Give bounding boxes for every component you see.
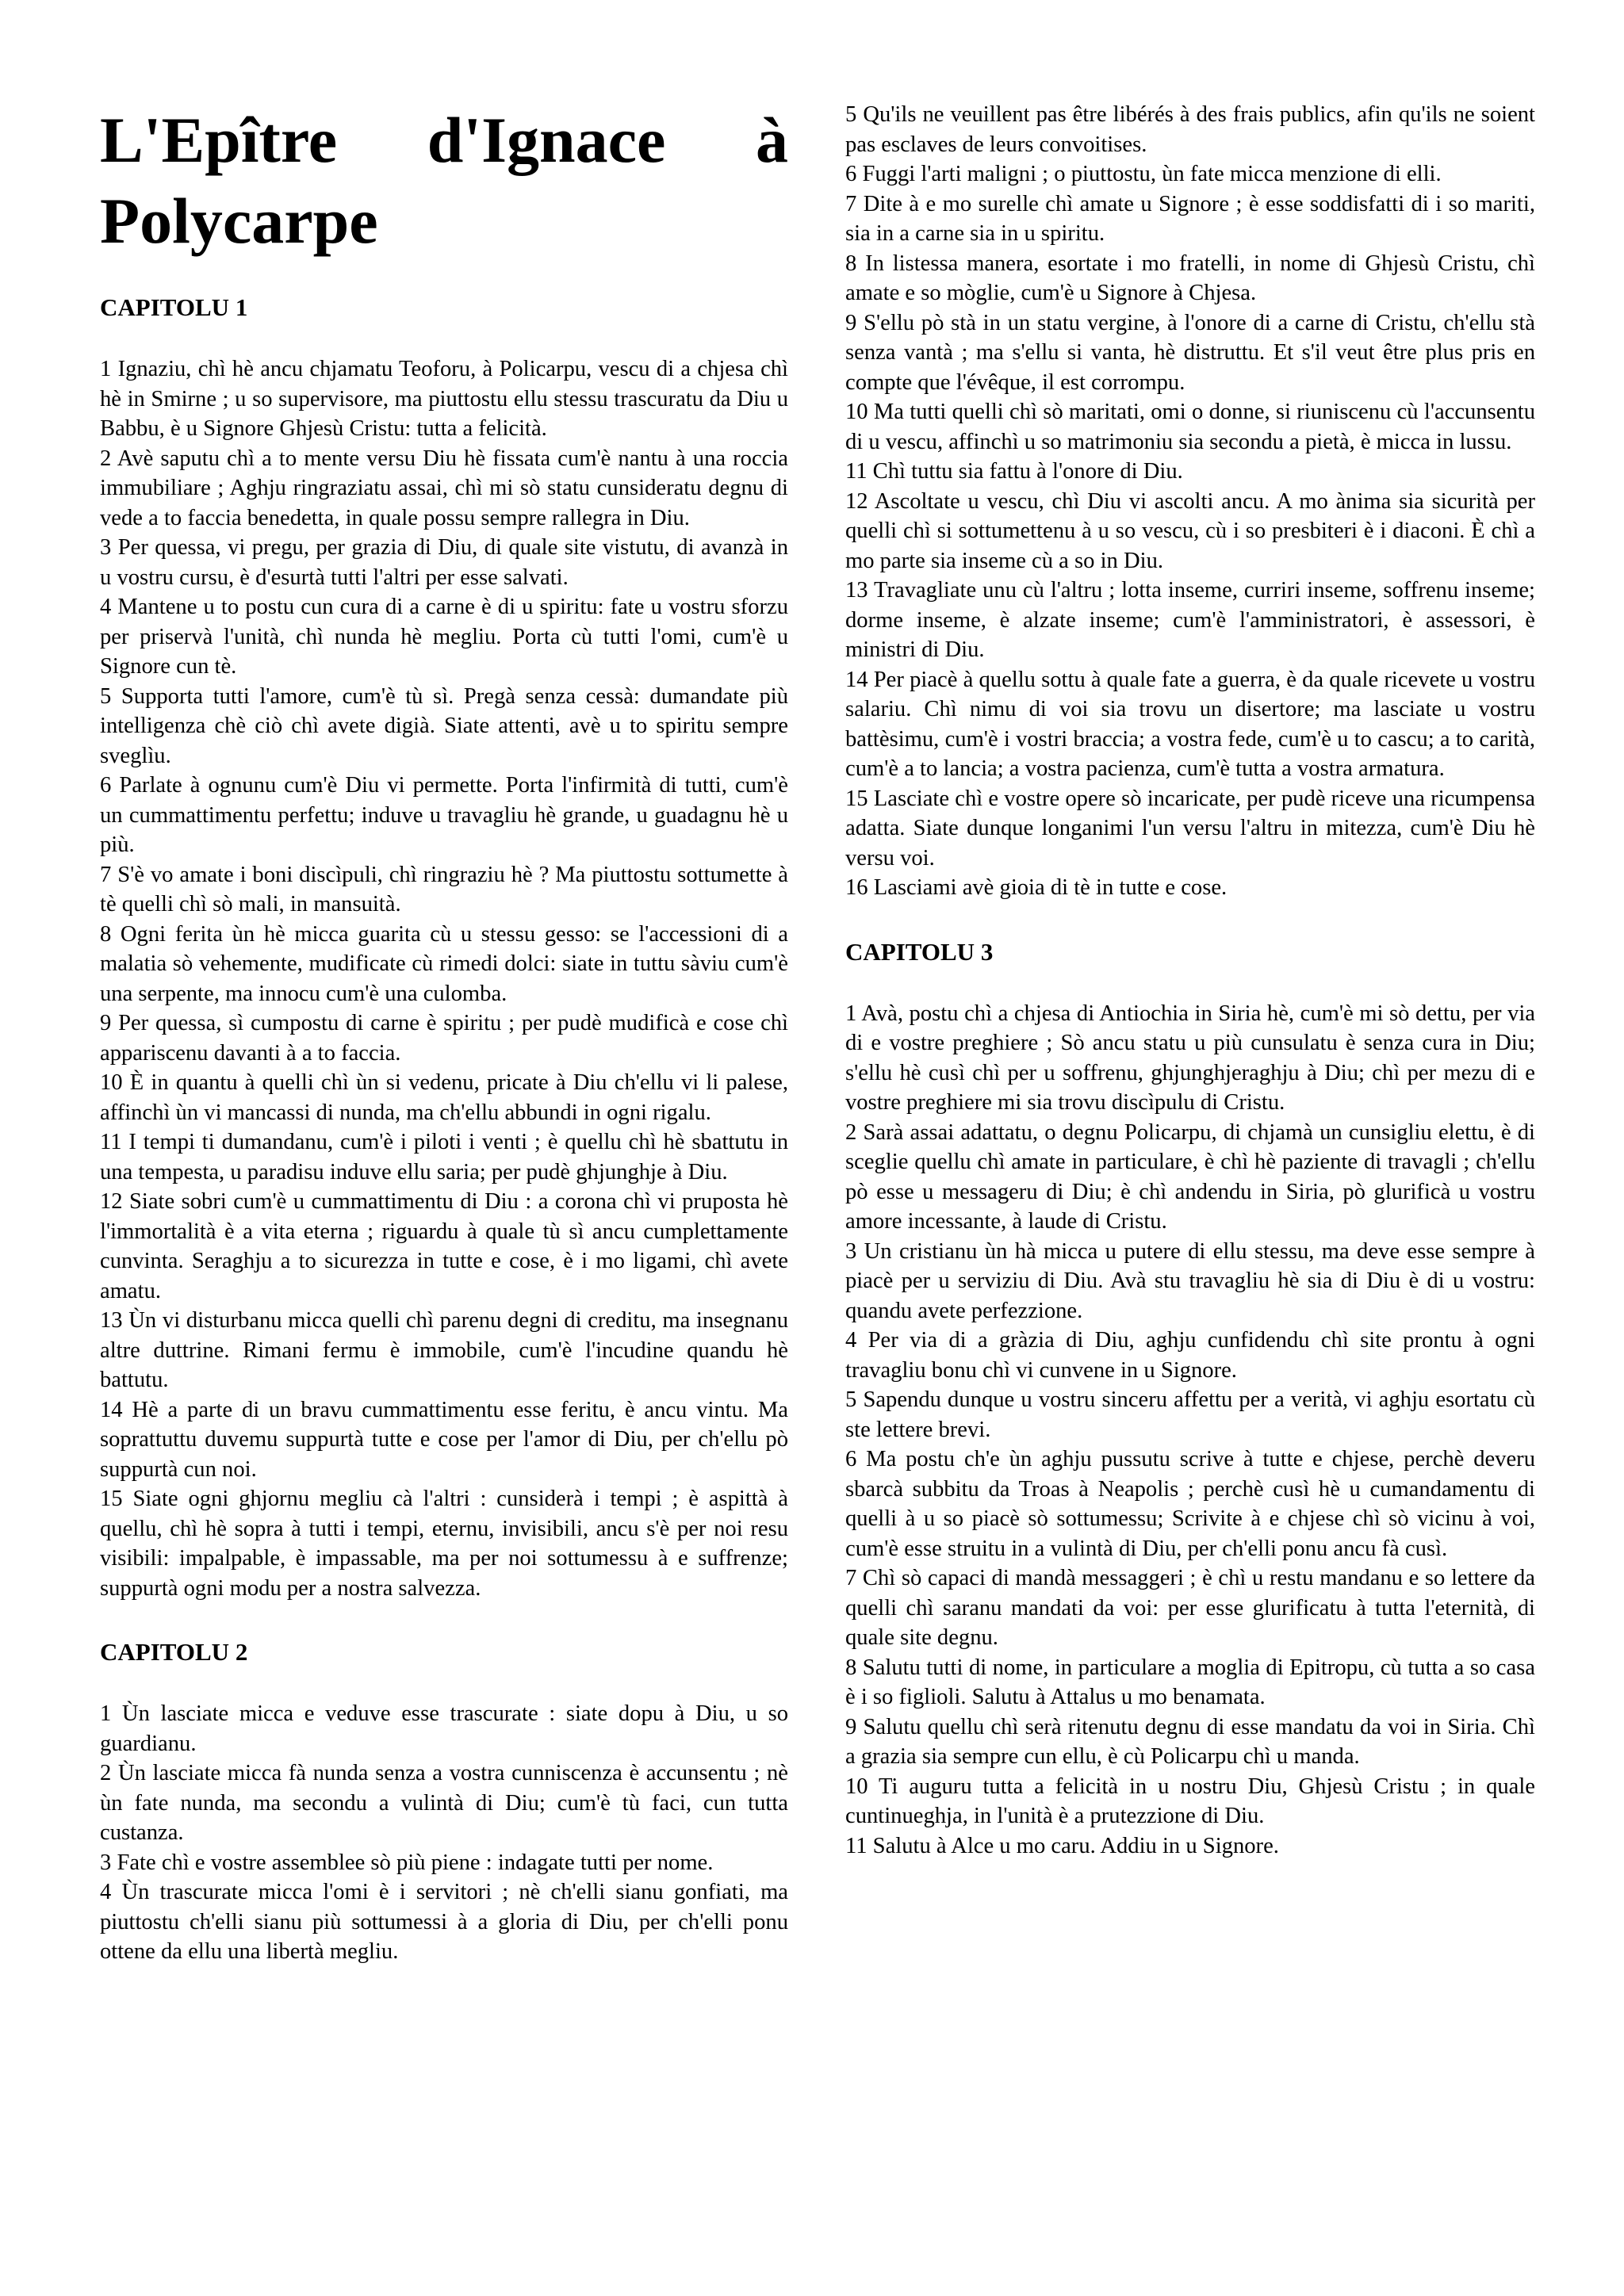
verse: 6 Ma postu ch'e ùn aghju pussutu scrive à tutte e chjese, perchè deveru sbarcà subbitu da Troas à Neapolis ; perchè cusì hè u cumandamentu di quelli à u so piacè sò sottumessu; Scrivite à e chjese chì sò vicinu à voi, cum'è esse struitu in a vulintà di Diu, per ch'elli ponu ancu fà cusì. xyxy=(845,1447,1535,1561)
chapter-heading: CAPITOLU 1 xyxy=(100,293,248,321)
verse: 14 Hè a parte di un bravu cummattimentu esse feritu, è ancu vintu. Ma soprattuttu duvemu suppurtà tutte e cose per l'amor di Diu, per ch'ellu pò suppurtà cun noi. xyxy=(100,1397,788,1482)
verse: 1 Avà, postu chì a chjesa di Antiochia in Siria hè, cum'è mi sò dettu, per via di e vostre preghiere ; Sò ancu statu u più cunsulatu è senza cura in Diu; s'ellu hè cusì chì per u soffrenu, ghjunghjeraghju à Diu; chì per mezu di e vostre preghiere mi sia trovu discìpulu di Cristu. xyxy=(845,1001,1535,1115)
verse: 8 Ogni ferita ùn hè micca guarita cù u stessu gesso: se l'accessioni di a malatia sò vehemente, mudificate cù rimedi dolci: siate in tuttu sàviu cum'è una serpente, ma innocu cum'è una culomba. xyxy=(100,921,788,1006)
verse: 2 Ùn lasciate micca fà nunda senza a vostra cunniscenza è accunsentu ; nè ùn fate nunda, ma secondu a vulintà di Diu; cum'è tù faci, cun tutta custanza. xyxy=(100,1761,788,1845)
verse: 5 Sapendu dunque u vostru sinceru affettu per a verità, vi aghju esortatu cù ste lettere brevi. xyxy=(845,1387,1535,1442)
verse: 4 Per via di a gràzia di Diu, aghju cunfidendu chì site prontu à ogni travagliu bonu chì vi cunvene in u Signore. xyxy=(845,1328,1535,1383)
verse: 5 Supporta tutti l'amore, cum'è tù sì. Pregà senza cessà: dumandate più intelligenza chè ciò chì avete digià. Siate attenti, avè u to spiritu sempre sveglìu. xyxy=(100,683,788,768)
verse: 7 S'è vo amate i boni discìpuli, chì ringraziu hè ? Ma piuttostu sottumette à tè quelli chì sò mali, in mansuità. xyxy=(100,862,788,916)
verse: 2 Avè saputu chì a to mente versu Diu hè fissata cum'è nantu à una roccia immubiliare ; Aghju ringraziatu assai, chì mi sò statu cunsideratu degnu di vede a to faccia benedetta, in quale possu sempre rallegra in Diu. xyxy=(100,446,788,530)
verse: 12 Ascoltate u vescu, chì Diu vi ascolti ancu. A mo ànima sia sicurità per quelli chì si sottumettenu à u so vescu, cù i so presbiteri è i diaconi. È chì a mo parte sia inseme cù a so in Diu. xyxy=(845,488,1535,573)
verse: 11 Salutu à Alce u mo caru. Addiu in u Signore. xyxy=(845,1833,1279,1858)
verse: 1 Ignaziu, chì hè ancu chjamatu Teoforu, à Policarpu, vescu di a chjesa chì hè in Smirne ; u so supervisore, ma piuttostu ellu stessu trascuratu da Diu u Babbu, è u Signore Ghjesù Cristu: tutta a felicità. xyxy=(100,357,788,441)
verse: 4 Ùn trascurate micca l'omi è i servitori ; nè ch'elli sianu gonfiati, ma piuttostu ch'elli sianu più sottumessi à a gloria di Diu, per ch'elli ponu ottene da ellu una libertà megliu. xyxy=(100,1880,788,1964)
verse: 12 Siate sobri cum'è u cummattimentu di Diu : a corona chì vi pruposta hè l'immortalità è a vita eterna ; riguardu à quale tù sì ancu cumplettamente cunvinta. Seraghju a to sicurezza in tutte e cose, è i mo ligami, chì avete amatu. xyxy=(100,1189,788,1303)
document-title: L'Epître d'Ignace à Polycarpe xyxy=(100,104,788,257)
verse: 3 Un cristianu ùn hà micca u putere di ellu stessu, ma deve esse sempre à piacè per u serviziu di Diu. Avà stu travagliu hè sia di Diu è di u vostru: quandu avete perfezzione. xyxy=(845,1238,1535,1323)
verse: 3 Per quessa, vi pregu, per grazia di Diu, di quale site vistutu, di avanzà in u vostru cursu, è d'esurtà tutti l'altri per esse salvati. xyxy=(100,535,788,590)
verse: 9 S'ellu pò stà in un statu vergine, à l'onore di a carne di Cristu, ch'ellu stà senza vantà ; ma s'ellu si vanta, hè distruttu. Et s'il veut être plus pris en compte que l'évêque, il est corrompu. xyxy=(845,310,1535,395)
verse: 11 I tempi ti dumandanu, cum'è i piloti i venti ; è quellu chì hè sbattutu in una tempesta, u paradisu induve ellu saria; per pudè ghjunghje à Diu. xyxy=(100,1130,788,1184)
verse: 15 Lasciate chì e vostre opere sò incaricate, per pudè riceve una ricumpensa adatta. Siate dunque longanimi l'un versu l'altru in mitezza, cum'è Diu hè versu voi. xyxy=(845,786,1535,871)
chapter-heading: CAPITOLU 3 xyxy=(845,937,994,966)
verse: 1 Ùn lasciate micca e veduve esse trascurate : siate dopu à Diu, u so guardianu. xyxy=(100,1701,788,1756)
verse: 7 Chì sò capaci di mandà messaggeri ; è chì u restu mandanu e so lettere da quelli chì saranu mandati da voi: per esse glurificatu à tutta l'eternità, di quale site degnu. xyxy=(845,1566,1535,1650)
verse: 4 Mantene u to postu cun cura di a carne è di u spiritu: fate u vostru sforzu per priservà l'unità, chì nunda hè megliu. Porta cù tutti l'omi, cum'è u Signore cun tè. xyxy=(100,595,788,679)
verse: 14 Per piacè à quellu sottu à quale fate a guerra, è da quale ricevete u vostru salariu. Chì nimu di voi sia trovu un disertore; ma lasciate u vostru battèsimu, cum'è i vostri braccia; a vostra fede, cum'è u to cascu; a to carità, cum'è a to lancia; a vostra pacienza, cum'è tutta a vostra armatura. xyxy=(845,667,1535,781)
verse: 10 È in quantu à quelli chì ùn si vedenu, pricate à Diu ch'ellu vi li palese, affinchì ùn vi mancassi di nunda, ma ch'ellu abbundi in ogni rigalu. xyxy=(100,1070,788,1125)
verse: 3 Fate chì e vostre assemblee sò più piene : indagate tutti per nome. xyxy=(100,1850,714,1875)
verse: 8 Salutu tutti di nome, in particulare a moglia di Epitropu, cù tutta a so casa è i so figlioli. Salutu à Attalus u mo benamata. xyxy=(845,1655,1535,1709)
verse: 11 Chì tuttu sia fattu à l'onore di Diu. xyxy=(845,459,1183,484)
verse: 13 Travagliate unu cù l'altru ; lotta inseme, curriri inseme, soffrenu inseme; dorme inseme, è alzate inseme; cum'è l'amministratori, è assessori, è ministri di Diu. xyxy=(845,578,1535,662)
verse: 16 Lasciami avè gioia di tè in tutte e cose. xyxy=(845,875,1228,900)
verse: 10 Ti auguru tutta a felicità in u nostru Diu, Ghjesù Cristu ; in quale cuntinueghja, in l'unità è a prutezzione di Diu. xyxy=(845,1774,1535,1828)
verse: 9 Per quessa, sì cumpostu di carne è spiritu ; per pudè mudificà e cose chì appariscenu davanti à a to faccia. xyxy=(100,1011,788,1066)
right-column xyxy=(845,100,1535,1861)
verse: 7 Dite à e mo surelle chì amate u Signore ; è esse soddisfatti di i so mariti, sia in a carne sia in u spiritu. xyxy=(845,191,1535,246)
verse: 8 In listessa manera, esortate i mo fratelli, in nome di Ghjesù Cristu, chì amate e so mòglie, cum'è u Signore à Chjesa. xyxy=(845,251,1535,305)
verse: 6 Fuggi l'arti maligni ; o piuttostu, ùn fate micca menzione di elli. xyxy=(845,162,1442,186)
verse: 5 Qu'ils ne veuillent pas être libérés à des frais publics, afin qu'ils ne soient pas esclaves de leurs convoitises. xyxy=(845,102,1535,157)
verse: 9 Salutu quellu chì serà ritenutu degnu di esse mandatu da voi in Siria. Chì a grazia sia sempre cun ellu, è cù Policarpu chì u manda. xyxy=(845,1714,1535,1769)
chapter-heading: CAPITOLU 2 xyxy=(100,1638,248,1666)
verse: 10 Ma tutti quelli chì sò maritati, omi o donne, si riuniscenu cù l'accunsentu di u vescu, affinchì u so matrimoniu sia secondu a pietà, è micca in lussu. xyxy=(845,400,1535,454)
left-column xyxy=(100,94,788,1967)
verse: 2 Sarà assai adattatu, o degnu Policarpu, di chjamà un cunsigliu elettu, è di sceglie quellu chì amate in particulare, è chì hè paziente di travagli ; ch'ellu pò esse u messageru di Diu; è chì andendu in Siria, pò glurificà u vostru amore incessante, à laude di Cristu. xyxy=(845,1119,1535,1234)
verse: 6 Parlate à ognunu cum'è Diu vi permette. Porta l'infirmità di tutti, cum'è un cummattimentu perfettu; induve u travagliu hè grande, u guadagnu hè u più. xyxy=(100,773,788,857)
verse: 15 Siate ogni ghjornu megliu cà l'altri : cunsiderà i tempi ; è aspittà à quellu, chì hè sopra à tutti i tempi, eternu, invisibili, ancu s'è per noi resu visibili: impalpable, è impassable, ma per noi sottumessu à e suffrenze; suppurtà ogni modu per a nostra salvezza. xyxy=(100,1487,788,1601)
verse: 13 Ùn vi disturbanu micca quelli chì parenu degni di creditu, ma insegnanu altre duttrine. Rimani fermu è immobile, cum'è l'incudine quandu hè battutu. xyxy=(100,1308,788,1392)
